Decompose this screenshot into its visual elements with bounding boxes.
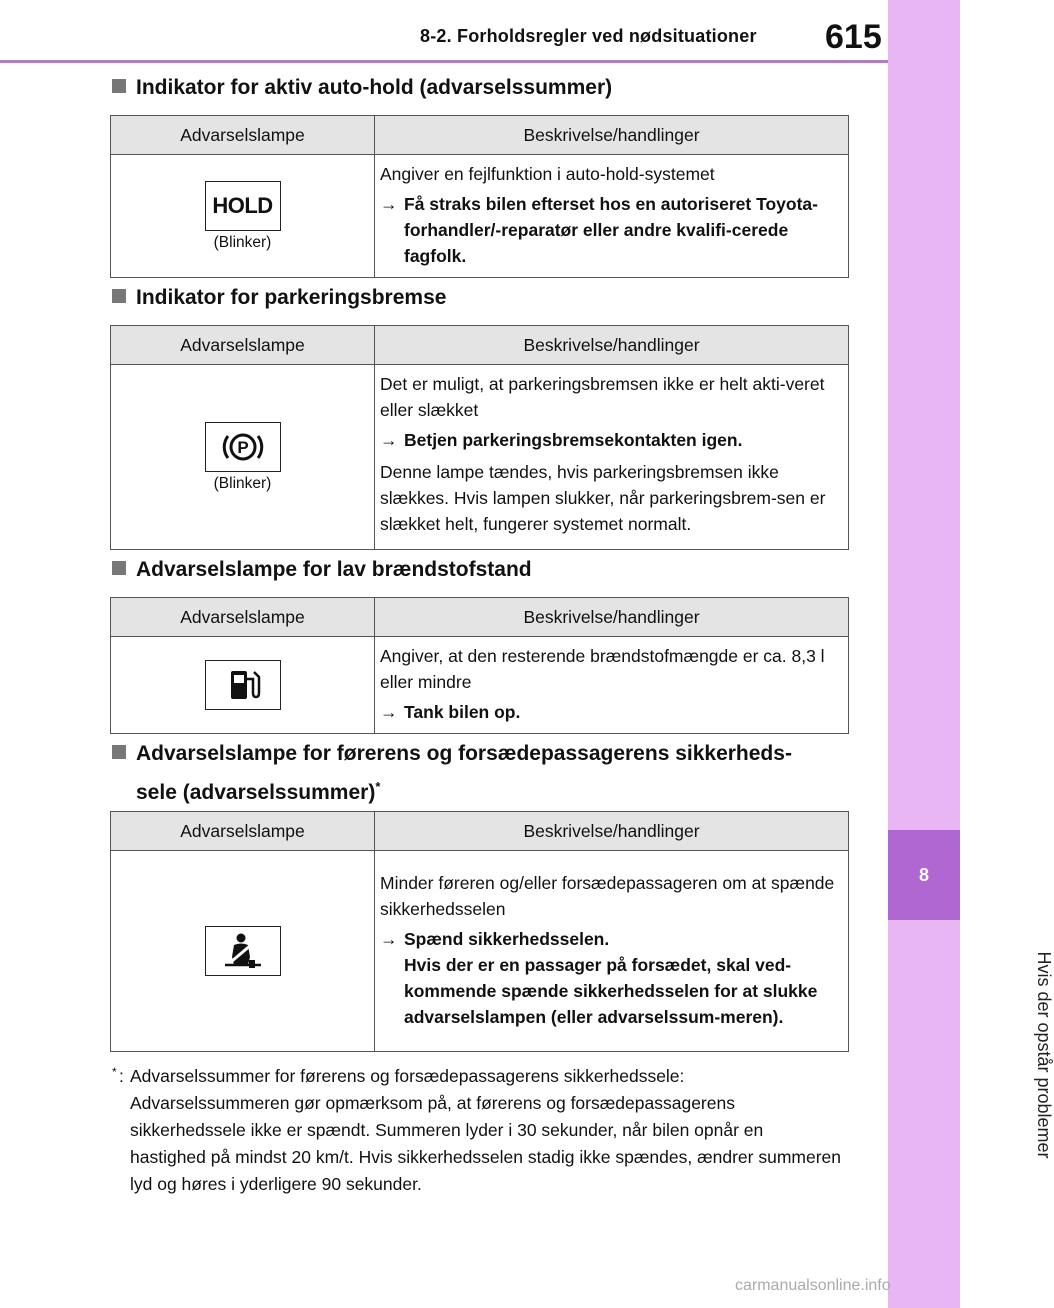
- square-bullet-icon: [112, 289, 126, 303]
- chapter-number: 8: [918, 864, 929, 885]
- lamp-cell: [111, 155, 375, 278]
- hold-icon: HOLD: [205, 181, 281, 231]
- lamp-label: (Blinker): [213, 233, 272, 251]
- col-header-lamp: Advarselslampe: [111, 326, 375, 365]
- warning-table-seatbelt: [110, 811, 849, 1052]
- warning-table-parking-brake: [110, 325, 849, 550]
- lamp-cell: [111, 637, 375, 734]
- chapter-tab[interactable]: [888, 830, 960, 920]
- warning-table-auto-hold: [110, 115, 849, 278]
- description-text: Det er muligt, at parkeringsbremsen ikke er helt akti-veret eller slækket: [380, 374, 825, 420]
- square-bullet-icon: [112, 745, 126, 759]
- footnote: * : Advarselssummer for førerens og forsædepassagerens sikkerhedssele: Advarselssummeren gør opmærksom på, at førerens og forsædepassagerens sikkerhedssele ikke er spændt. Summeren lyder i 30 sekunder, når bilen opnår en hastighed på mindst 20 km/t. Hvis sikkerhedsselen stadig ikke spændes, ændrer summeren lyd og høres i yderligere 90 sekunder.: [112, 1063, 842, 1198]
- arrow-icon: →: [380, 702, 398, 722]
- arrow-icon: →: [380, 929, 398, 949]
- section-title: 8-2. Forholdsregler ved nødsituationer: [420, 26, 757, 46]
- chapter-title-vertical: Hvis der opstår problemer: [1034, 951, 1054, 1159]
- col-header-description: Beskrivelse/handlinger: [375, 598, 849, 637]
- header-divider: [0, 60, 888, 63]
- description-cell: [375, 851, 849, 1052]
- lamp-cell: [111, 851, 375, 1052]
- footnote-marker: *: [375, 779, 381, 794]
- description-text: Angiver, at den resterende brændstofmængde er ca. 8,3 l eller mindre: [380, 646, 825, 692]
- action-text: → Spænd sikkerhedsselen. Hvis der er en passager på forsædet, skal ved-kommende spænde sikkerhedsselen for at slukke advarselslampen (eller advarselssum-meren).: [380, 926, 842, 1030]
- col-header-lamp: Advarselslampe: [111, 598, 375, 637]
- section-heading-auto-hold: Indikator for aktiv auto-hold (advarselssummer): [112, 71, 612, 104]
- col-header-description: Beskrivelse/handlinger: [375, 326, 849, 365]
- fuel-pump-icon: [205, 660, 281, 710]
- col-header-description: Beskrivelse/handlinger: [375, 116, 849, 155]
- footnote-text: Advarselssummer for førerens og forsædepassagerens sikkerhedssele: Advarselssummeren gør opmærksom på, at førerens og forsædepassagerens sikkerhedssele ikke er spændt. Summeren lyder i 30 sekunder, når bilen opnår en hastighed på mindst 20 km/t. Hvis sikkerhedsselen stadig ikke spændes, ændrer summeren lyd og høres i yderligere 90 sekunder.: [130, 1066, 842, 1194]
- extra-text: Denne lampe tændes, hvis parkeringsbremsen ikke slækkes. Hvis lampen slukker, når parkeringsbrem-sen er slækket helt, fungerer systemet normalt.: [380, 462, 826, 534]
- seatbelt-icon: [205, 926, 281, 976]
- description-cell: [375, 155, 849, 278]
- section-heading-low-fuel: Advarselslampe for lav brændstofstand: [112, 553, 532, 586]
- action-text: → Få straks bilen efterset hos en autoriseret Toyota-forhandler/-reparatør eller andre kvalifi-cerede fagfolk.: [380, 191, 842, 269]
- description-cell: [375, 637, 849, 734]
- page-number: 615: [825, 18, 882, 56]
- lamp-label: (Blinker): [213, 474, 272, 492]
- parking-brake-icon: [205, 422, 281, 472]
- col-header-lamp: Advarselslampe: [111, 812, 375, 851]
- col-header-description: Beskrivelse/handlinger: [375, 812, 849, 851]
- square-bullet-icon: [112, 561, 126, 575]
- warning-table-low-fuel: [110, 597, 849, 734]
- action-text: → Betjen parkeringsbremsekontakten igen.: [380, 427, 842, 453]
- lamp-cell: [111, 365, 375, 550]
- section-heading-parking-brake: Indikator for parkeringsbremse: [112, 281, 446, 314]
- section-heading-seatbelt: Advarselslampe for førerens og forsædepassagerens sikkerheds- sele (advarselssummer)*: [112, 737, 792, 809]
- action-text: → Tank bilen op.: [380, 699, 842, 725]
- description-cell: [375, 365, 849, 550]
- description-text: Minder føreren og/eller forsædepassageren om at spænde sikkerhedsselen: [380, 873, 835, 919]
- square-bullet-icon: [112, 79, 126, 93]
- arrow-icon: →: [380, 430, 398, 450]
- svg-text:P: P: [236, 437, 249, 457]
- description-text: Angiver en fejlfunktion i auto-hold-systemet: [380, 164, 715, 184]
- arrow-icon: →: [380, 194, 398, 214]
- col-header-lamp: Advarselslampe: [111, 116, 375, 155]
- footnote-star: *: [112, 1065, 117, 1079]
- watermark: carmanualsonline.info: [735, 1277, 891, 1294]
